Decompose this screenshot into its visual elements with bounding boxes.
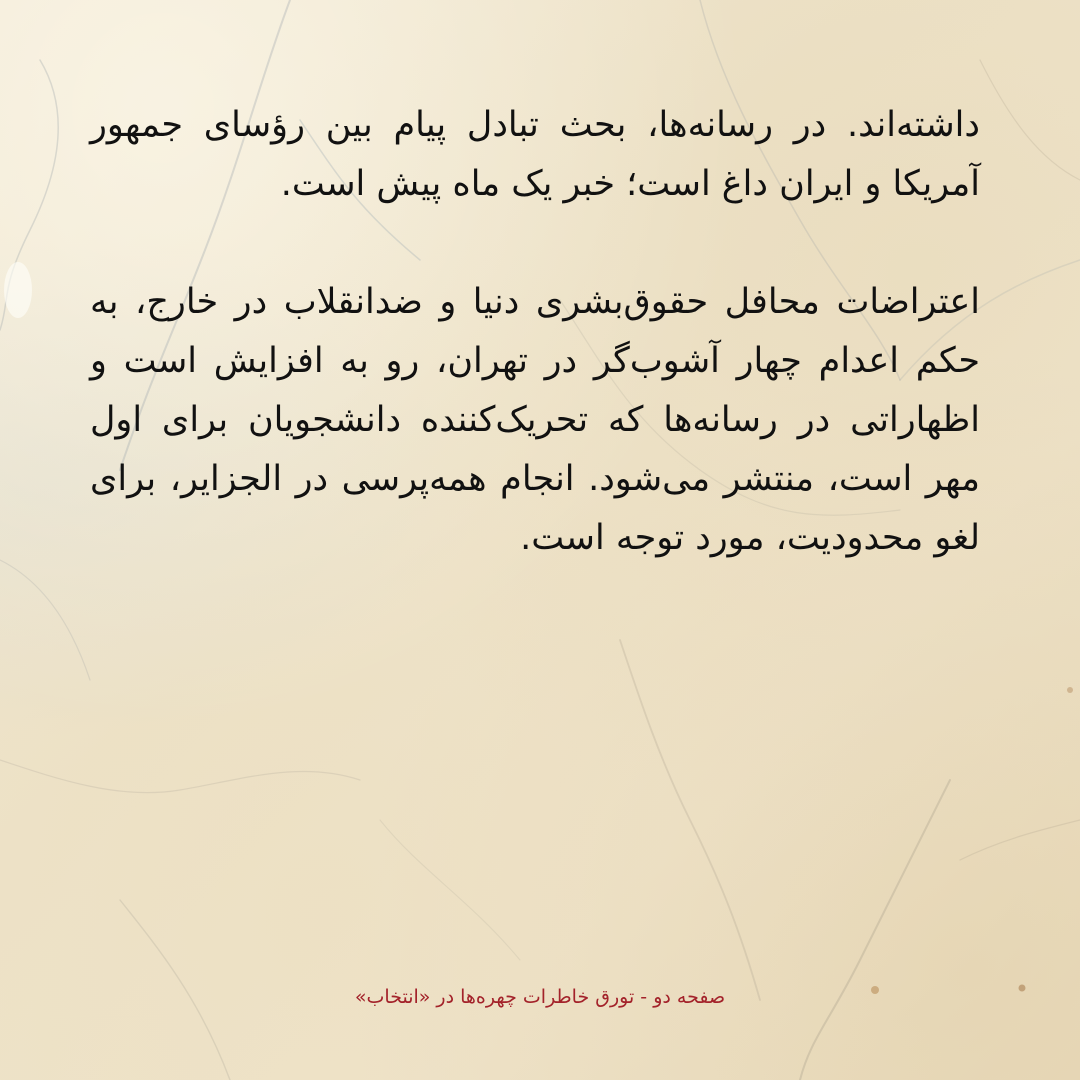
footer-caption: صفحه دو - تورق خاطرات چهره‌ها در «انتخاب» xyxy=(354,986,726,1008)
paragraph-2: اعتراضات محافل حقوق‌بشری دنیا و ضدانقلاب در خارج، به حکم اعدام چهار آشوب‌گر در تهران، رو به افزایش است و اظهاراتی در رسانه‌ها که تحریک‌کننده دانشجویان برای اول مهر است، منتشر می‌شود. انجام همه‌پرسی در الجزایر، برای لغو محدودیت، مورد توجه است. xyxy=(90,282,980,558)
document-body xyxy=(90,96,980,568)
paragraph-1: داشته‌اند. در رسانه‌ها، بحث تبادل پیام بین رؤسای جمهور آمریکا و ایران داغ است؛ خبر یک ماه پیش است. xyxy=(90,105,980,204)
